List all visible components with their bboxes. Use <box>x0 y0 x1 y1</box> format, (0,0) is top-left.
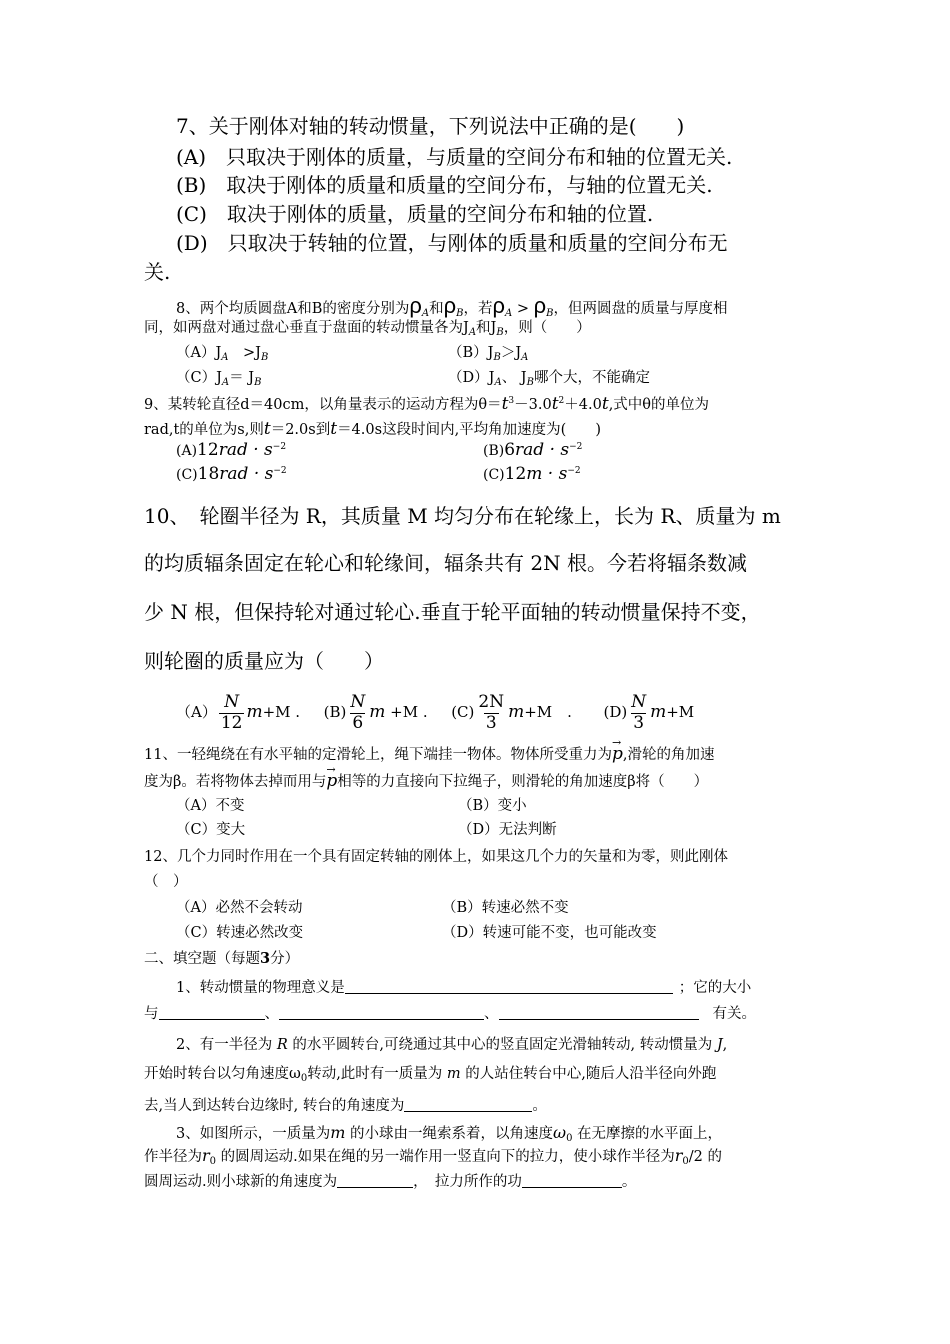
vector-p-symbol: → p <box>612 746 623 763</box>
rho-symbol: ρ <box>533 293 547 318</box>
fill3-line2: 作半径为$r_0$ 的圆周运动.如果在绳的另一端作用一竖直向下的拉力，使小球作半径为$r_0/2$ 的 <box>144 1146 723 1167</box>
q12-line2: （ ） <box>144 874 188 890</box>
q12-option-a[interactable]: （A）必然不会转动 <box>176 900 303 916</box>
q10-line3: 少 N 根，但保持轮对通过轮心.垂直于轮平面轴的转动惯量保持不变， <box>144 600 761 624</box>
q8-option-c[interactable]: $(C)J_A= J_B$ <box>176 370 262 388</box>
fill2-line1: 2、有一半径为 R 的水平圆转台,可绕通过其中心的竖直固定光滑轴转动, 转动惯量为 J, <box>176 1037 728 1053</box>
q8-option-a[interactable]: $(A)J_A$ $>J_B$ <box>176 345 269 363</box>
q11-line2: 度为β。若将物体去掉而用与→ p相等的力直接向下拉绳子，则滑轮的角加速度β将（ ） <box>144 773 708 790</box>
rho-symbol: ρ <box>443 293 457 318</box>
q9-stem-line2: rad,t的单位为s,则t＝2.0s到t＝4.0s这段时间内,平均角加速度为( ) <box>144 419 601 439</box>
q7-stem: 7、关于刚体对轴的转动惯量，下列说法中正确的是( ) <box>176 114 685 138</box>
fill3-line1: 3、如图所示，一质量为m 的小球由一绳索系着，以角速度$\omega_0$ 在无摩擦的水平面上， <box>176 1123 723 1144</box>
fill1-line2: 与 、 、 有关。 <box>144 1006 756 1022</box>
q9-option-a[interactable]: $(A)12rad \cdot s^{-2}$ <box>176 440 287 460</box>
fill3-line3: 圆周运动.则小球新的角速度为 ， 拉力所作的功 。 <box>144 1174 637 1190</box>
q10-option-d[interactable]: (D) $\frac{N}{3}$ m+M <box>603 692 695 733</box>
q10-line4: 则轮圈的质量应为（ ） <box>144 649 384 673</box>
q9-option-c[interactable]: $(C)18rad \cdot s^{-2}$ <box>176 464 287 484</box>
q8-stem-line1: 8、两个均质圆盘A和B的密度分别为$\rho_A$和$\rho_B$，若$\rho_A > \rho_B$，但两圆盘的质量与厚度相 <box>176 293 728 319</box>
answer-blank[interactable] <box>279 1005 484 1020</box>
answer-blank[interactable] <box>522 1173 622 1188</box>
q12-option-c[interactable]: （C）转速必然改变 <box>176 925 304 941</box>
fill2-line3: 去,当人到达转台边缘时, 转台的角速度为 。 <box>144 1098 547 1114</box>
answer-blank[interactable] <box>404 1097 532 1112</box>
q10-line2: 的均质辐条固定在轮心和轮缘间，辐条共有 2N 根。今若将辐条数减 <box>144 551 747 575</box>
q11-line1: 11、一轻绳绕在有水平轴的定滑轮上，绳下端挂一物体。物体所受重力为→ p,滑轮的角加速 <box>144 746 714 763</box>
vector-p-symbol: → p <box>326 773 337 790</box>
q10-option-a[interactable]: （A） $\frac{N}{12}$ m+M . <box>176 692 301 733</box>
q7-option-a[interactable]: (A) 只取决于刚体的质量，与质量的空间分布和轴的位置无关. <box>176 145 733 169</box>
q9-stem-line1: 9、某转轮直径d＝40cm，以角量表示的运动方程为$\theta=t^3-3.0t^2+4.0t$,式中θ的单位为 <box>144 394 710 414</box>
q7-option-c[interactable]: (C) 取决于刚体的质量，质量的空间分布和轴的位置. <box>176 202 654 226</box>
q10-option-c[interactable]: (C) $\frac{2N}{3}$ m+M . <box>451 692 572 733</box>
q8-option-d[interactable]: $(D)J_A$、 $J_B$哪个大，不能确定 <box>448 370 650 388</box>
q11-option-b[interactable]: （B）变小 <box>458 798 527 814</box>
q10-line1: 10、 轮圈半径为 R，其质量 M 均匀分布在轮缘上，长为 R、质量为 m <box>144 504 781 528</box>
q10-option-b[interactable]: (B) $\frac{N}{6}$ m +M . <box>323 692 428 733</box>
answer-blank[interactable] <box>345 979 673 994</box>
q11-option-d[interactable]: （D）无法判断 <box>458 822 557 838</box>
q7-option-d-cont: 关. <box>144 260 171 284</box>
rho-symbol: ρ <box>409 293 422 318</box>
answer-blank[interactable] <box>159 1005 265 1020</box>
section-title: 二、填空题（每题3分） <box>144 950 300 967</box>
q9-option-d[interactable]: $(C)12m \cdot s^{-2}$ <box>483 464 581 484</box>
q10-options <box>176 693 694 733</box>
answer-blank[interactable] <box>499 1005 699 1020</box>
q11-option-c[interactable]: （C）变大 <box>176 822 246 838</box>
answer-blank[interactable] <box>337 1173 413 1188</box>
q8-option-b[interactable]: $(B)J_B>J_A$ <box>448 345 529 363</box>
q8-stem-line2: 同，如两盘对通过盘心垂直于盘面的转动惯量各为$J_A$和$J_B$，则（ ） <box>144 320 591 338</box>
rho-symbol: ρ <box>492 293 505 318</box>
q12-option-b[interactable]: （B）转速必然不变 <box>442 900 569 916</box>
fill1-line1: 1、转动惯量的物理意义是 ；它的大小 <box>176 980 752 996</box>
q9-option-b[interactable]: $(B)6rad \cdot s^{-2}$ <box>483 440 583 460</box>
q8-text: 8、两个均质圆盘A和B的密度分别为 <box>176 301 410 317</box>
q12-option-d[interactable]: （D）转速可能不变，也可能改变 <box>442 925 657 941</box>
q7-option-b[interactable]: (B) 取决于刚体的质量和质量的空间分布，与轴的位置无关. <box>176 173 713 197</box>
q12-line1: 12、几个力同时作用在一个具有固定转轴的刚体上，如果这几个力的矢量和为零，则此刚体 <box>144 849 728 865</box>
q7-option-d[interactable]: (D) 只取决于转轴的位置，与刚体的质量和质量的空间分布无 <box>176 231 728 255</box>
fill2-line2: 开始时转台以匀角速度$\omega_0$转动,此时有一质量为 m 的人站住转台中心,随后人沿半径向外跑 <box>144 1066 717 1084</box>
q11-option-a[interactable]: （A）不变 <box>176 798 245 814</box>
